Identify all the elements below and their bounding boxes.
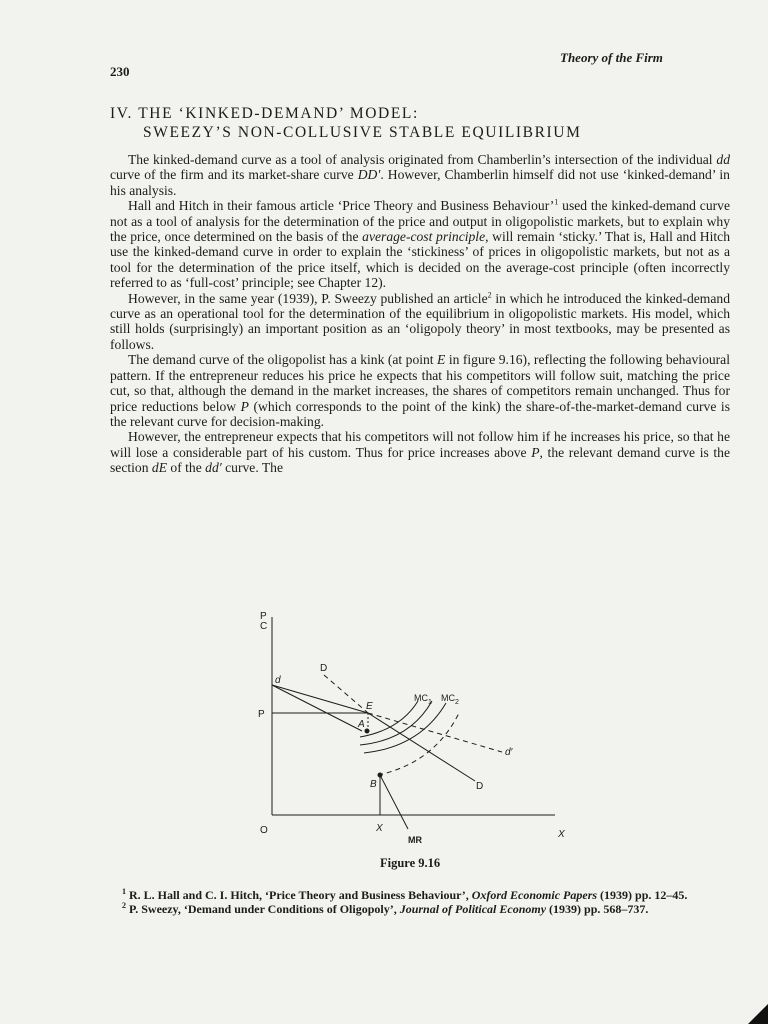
footnotes	[110, 888, 720, 916]
section-heading-line-2: SWEEZY’S NON-COLLUSIVE STABLE EQUILIBRIUM	[143, 124, 582, 141]
DD-demand-dashed	[324, 675, 368, 713]
label-X-small: X	[376, 823, 383, 834]
label-d: d	[275, 675, 281, 686]
point-B	[378, 773, 382, 777]
label-MC2-sub: 2	[455, 699, 459, 706]
label-MR: MR	[408, 835, 422, 845]
figure-9-16	[250, 605, 580, 850]
section-heading	[110, 104, 720, 142]
p4-P: P	[240, 398, 249, 414]
label-y-c: C	[260, 621, 268, 632]
p1-DD: DD′	[357, 167, 381, 183]
footnote-1-text-a: R. L. Hall and C. I. Hitch, ‘Price Theory and Business Behaviour’,	[126, 888, 472, 902]
page-corner-shadow	[748, 1004, 768, 1024]
paragraph-2	[110, 198, 730, 290]
p2-italic: average-cost principle	[362, 229, 486, 245]
footnote-2-mark: 2	[122, 901, 126, 910]
DD-demand-solid	[368, 713, 475, 781]
p5-text-d: curve. The	[221, 460, 284, 476]
label-MC2-main: MC	[441, 693, 455, 703]
p4-text-a: The demand curve of the oligopolist has a kink (at point	[128, 352, 438, 368]
footnote-2-journal: Journal of Political Economy	[399, 902, 547, 916]
footnote-1-journal: Oxford Economic Papers	[471, 888, 598, 902]
paragraph-3	[110, 291, 730, 353]
kinked-demand-diagram	[250, 605, 580, 850]
mc-curve-3	[364, 703, 446, 753]
running-head: Theory of the Firm	[560, 50, 663, 65]
footnote-ref-2[interactable]: 2	[487, 290, 492, 300]
p5-P: P	[531, 444, 540, 460]
label-MC2	[441, 693, 459, 706]
p1-text-a: The kinked-demand curve as a tool of analysis originated from Chamberlin’s intersection of the individual	[128, 152, 717, 167]
mr-lower-segment	[380, 775, 408, 829]
p4-text-b: in figure 9.16), reflecting the following behavioural pattern. If the entrepreneur reduces his price he expects that his competitors will follow suit, matching the price cut, so that, although the demand in the market increases, the shares of competitors remain unchanged. Thus for price reductions below	[110, 352, 730, 414]
label-B: B	[370, 779, 377, 790]
label-MC1-main: MC	[414, 693, 428, 703]
footnote-2-text-a: P. Sweezy, ‘Demand under Conditions of Oligopoly’,	[126, 902, 400, 916]
p2-text-c: , will remain ‘sticky.’ That is, Hall and Hitch use the kinked-demand curve in order to explain the ‘stickiness’ of prices in oligopolistic markets, but not as a tool for the determination of the price itself, which is decided on the average-cost principle (often incorrectly referred to as ‘full-cost’ principle; see Chapter 12).	[110, 229, 730, 291]
label-D-bottom: D	[476, 781, 484, 792]
label-MC1	[414, 693, 432, 706]
p3-text-a: However, in the same year (1939), P. Sweezy published an article	[128, 290, 488, 306]
mr-upper-segment	[272, 685, 362, 731]
mc-curve-dashed	[378, 711, 460, 775]
p2-text-a: Hall and Hitch in their famous article ‘Price Theory and Business Behaviour’	[128, 198, 555, 214]
body-text	[110, 152, 730, 476]
p2-text-b: used the kinked-demand curve not as a tool of analysis for the determination of the price and output in oligopolistic markets, but to explain why the price, once determined on the basis of the	[110, 198, 730, 245]
p4-E: E	[437, 352, 446, 368]
label-X-axis: X	[558, 829, 565, 840]
footnote-1	[110, 888, 720, 902]
section-heading-line-1: IV. THE ‘KINKED-DEMAND’ MODEL:	[110, 105, 419, 122]
label-y-p: P	[260, 611, 267, 622]
p1-text-b: curve of the firm and its market-share curve	[110, 167, 358, 183]
footnote-2-text-b: (1939) pp. 568–737.	[546, 902, 649, 916]
paragraph-1	[110, 152, 730, 198]
page-number: 230	[110, 64, 130, 79]
label-E: E	[366, 701, 373, 712]
label-A: A	[358, 719, 365, 730]
label-P: P	[258, 709, 265, 720]
footnote-1-text-b: (1939) pp. 12–45.	[597, 888, 688, 902]
p5-dd: dd′	[205, 460, 222, 476]
p5-text-b: , the relevant demand curve is the section	[110, 444, 730, 476]
paragraph-4	[110, 352, 730, 429]
label-MC1-sub: 1	[428, 699, 432, 706]
point-A	[365, 729, 369, 733]
label-D-top: D	[320, 663, 328, 674]
label-O: O	[260, 825, 268, 836]
paragraph-5	[110, 429, 730, 475]
footnote-ref-1[interactable]: 1	[554, 197, 559, 207]
footnote-2	[110, 902, 720, 916]
footnote-1-mark: 1	[122, 887, 126, 896]
figure-caption: Figure 9.16	[380, 856, 441, 870]
p1-text-c: . However, Chamberlin himself did not use ‘kinked-demand’ in his analysis.	[110, 167, 730, 198]
p5-text-c: of the	[167, 460, 206, 476]
dd-demand-solid	[272, 685, 368, 713]
p3-text-b: in which he introduced the kinked-demand curve as an operational tool for the determination of the equilibrium in oligopolistic markets. His model, which still holds (surprisingly) an important position as an ‘oligopoly theory’ in most textbooks, may be presented as follows.	[110, 290, 730, 352]
p4-text-c: (which corresponds to the point of the kink) the share-of-the-market-demand curve is the relevant curve for decision-making.	[110, 398, 730, 429]
p1-dd: dd	[716, 152, 730, 167]
p5-text-a: However, the entrepreneur expects that his competitors will not follow him if he increases his price, so that he will lose a considerable part of his custom. Thus for price increases above	[110, 429, 730, 460]
p5-dE: dE	[151, 460, 168, 476]
label-d-prime: d′	[505, 747, 513, 758]
